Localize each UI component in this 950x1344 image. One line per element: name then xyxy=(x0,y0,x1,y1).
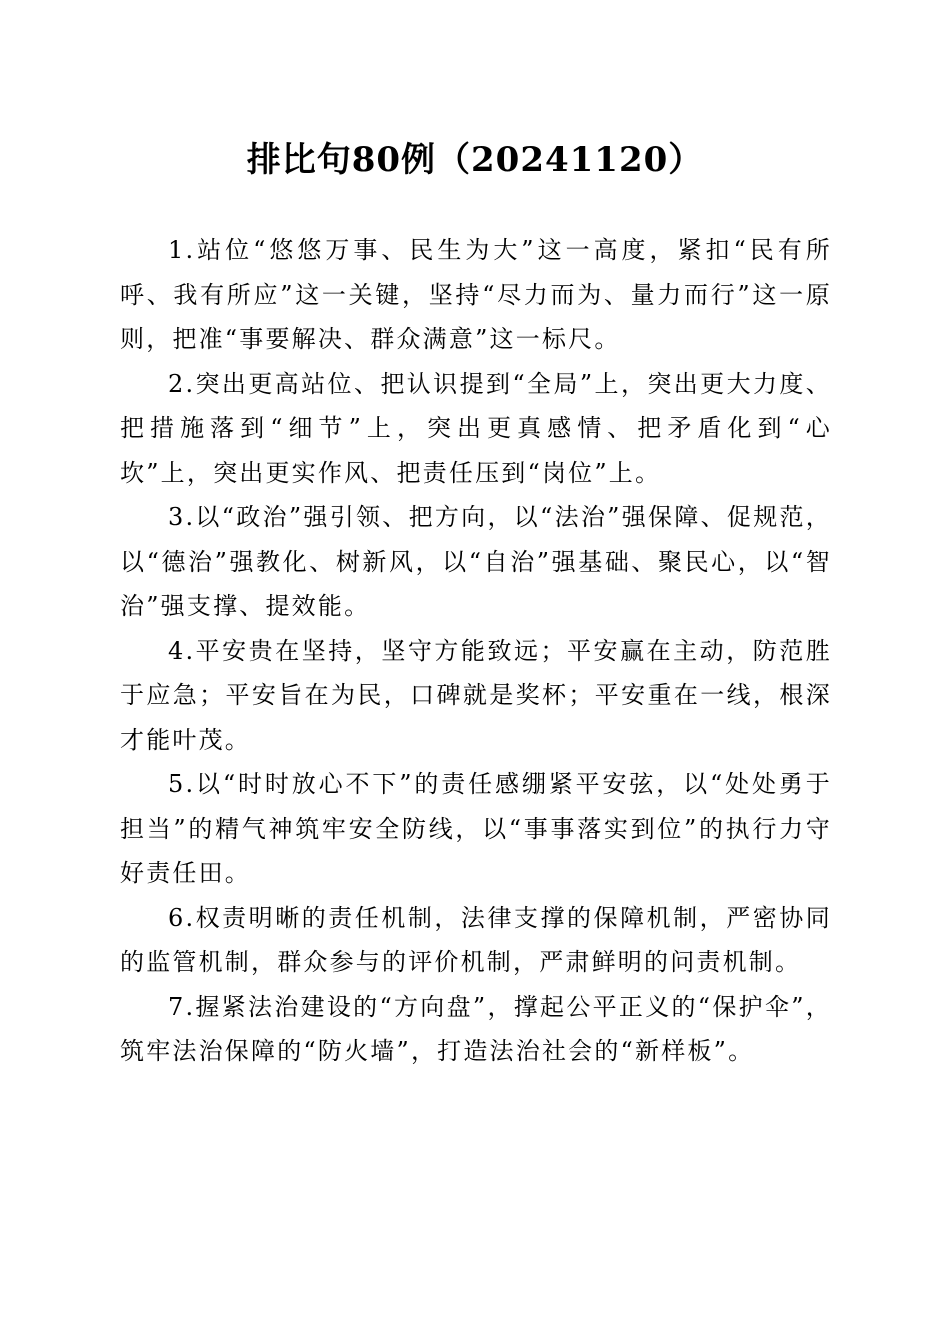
paragraph-7: 7.握紧法治建设的“方向盘”，撑起公平正义的“保护伞”，筑牢法治保障的“防火墙”，打造法治社会的“新样板”。 xyxy=(120,992,832,1065)
document-body xyxy=(120,228,832,1074)
paragraph-4: 4.平安贵在坚持，坚守方能致远；平安赢在主动，防范胜于应急；平安旨在为民，口碑就是奖杯；平安重在一线，根深才能叶茂。 xyxy=(120,636,832,754)
paragraph-5: 5.以“时时放心不下”的责任感绷紧平安弦，以“处处勇于担当”的精气神筑牢安全防线，以“事事落实到位”的执行力守好责任田。 xyxy=(120,770,832,887)
paragraph-2: 2.突出更高站位、把认识提到“全局”上，突出更大力度、把措施落到“细节”上，突出更真感情、把矛盾化到“心坎”上，突出更实作风、把责任压到“岗位”上。 xyxy=(120,369,832,487)
paragraph-3: 3.以“政治”强引领、把方向，以“法治”强保障、促规范，以“德治”强教化、树新风，以“自治”强基础、聚民心，以“智治”强支撑、提效能。 xyxy=(120,503,832,620)
paragraph-6: 6.权责明晰的责任机制，法律支撑的保障机制，严密协同的监管机制，群众参与的评价机制，严肃鲜明的问责机制。 xyxy=(120,903,832,976)
document-title: 排比句80例（20241120） xyxy=(246,140,704,180)
paragraph-1: 1.站位“悠悠万事、民生为大”这一高度，紧扣“民有所呼、我有所应”这一关键，坚持“尽力而为、量力而行”这一原则，把准“事要解决、群众满意”这一标尺。 xyxy=(120,236,832,353)
